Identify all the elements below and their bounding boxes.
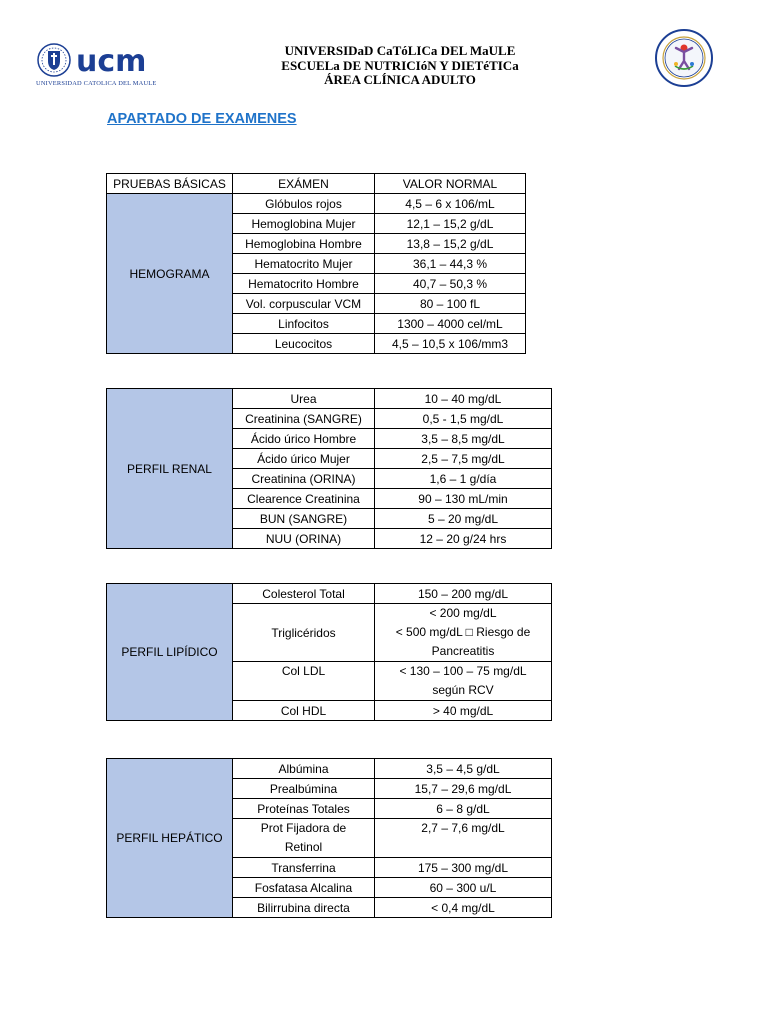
nutrition-seal-icon bbox=[654, 28, 714, 88]
value-cell: 4,5 – 6 x 106/mL bbox=[375, 194, 526, 214]
exam-cell: Triglicéridos bbox=[233, 604, 375, 662]
exam-cell: Prot Fijadora de Retinol bbox=[233, 819, 375, 858]
category-cell: PERFIL HEPÁTICO bbox=[107, 759, 233, 918]
exam-cell: Vol. corpuscular VCM bbox=[233, 294, 375, 314]
header-line-1: UNIVERSIDaD CaTóLICa DEL MaULE bbox=[284, 43, 516, 58]
exam-cell: Col LDL bbox=[233, 662, 375, 701]
value-cell: 5 – 20 mg/dL bbox=[375, 509, 552, 529]
value-cell: 1,6 – 1 g/día bbox=[375, 469, 552, 489]
value-cell: 36,1 – 44,3 % bbox=[375, 254, 526, 274]
exam-cell: Hemoglobina Mujer bbox=[233, 214, 375, 234]
table-row bbox=[107, 194, 526, 214]
exam-cell: Glóbulos rojos bbox=[233, 194, 375, 214]
category-cell: PERFIL RENAL bbox=[107, 389, 233, 549]
value-cell: 1300 – 4000 cel/mL bbox=[375, 314, 526, 334]
exam-cell: Clearence Creatinina bbox=[233, 489, 375, 509]
category-cell: PERFIL LIPÍDICO bbox=[107, 584, 233, 721]
value-cell: 10 – 40 mg/dL bbox=[375, 389, 552, 409]
exam-cell: Ácido úrico Mujer bbox=[233, 449, 375, 469]
exam-cell: Creatinina (SANGRE) bbox=[233, 409, 375, 429]
exam-cell: Col HDL bbox=[233, 701, 375, 721]
exam-cell: Hematocrito Mujer bbox=[233, 254, 375, 274]
exam-cell: Hematocrito Hombre bbox=[233, 274, 375, 294]
exam-cell: Ácido úrico Hombre bbox=[233, 429, 375, 449]
exam-cell: BUN (SANGRE) bbox=[233, 509, 375, 529]
exam-cell: Linfocitos bbox=[233, 314, 375, 334]
table-row bbox=[107, 389, 552, 409]
header-pruebas: PRUEBAS BÁSICAS bbox=[107, 174, 233, 194]
header-line-2: ESCUELa DE NUTRICIóN Y DIETéTICa bbox=[281, 57, 519, 73]
logo-subtitle: UNIVERSIDAD CATOLICA DEL MAULE bbox=[36, 80, 157, 87]
perfil-renal-table bbox=[106, 388, 552, 549]
value-cell: 12 – 20 g/24 hrs bbox=[375, 529, 552, 549]
exam-cell: NUU (ORINA) bbox=[233, 529, 375, 549]
exam-cell: Creatinina (ORINA) bbox=[233, 469, 375, 489]
table-row bbox=[107, 584, 552, 604]
value-cell: 13,8 – 15,2 g/dL bbox=[375, 234, 526, 254]
exam-cell: Hemoglobina Hombre bbox=[233, 234, 375, 254]
header-valor: VALOR NORMAL bbox=[375, 174, 526, 194]
value-cell: 6 – 8 g/dL bbox=[375, 799, 552, 819]
value-cell: 2,7 – 7,6 mg/dL bbox=[375, 819, 552, 858]
value-cell: 4,5 – 10,5 x 106/mm3 bbox=[375, 334, 526, 354]
exam-cell: Albúmina bbox=[233, 759, 375, 779]
value-cell: 12,1 – 15,2 g/dL bbox=[375, 214, 526, 234]
value-cell: 175 – 300 mg/dL bbox=[375, 858, 552, 878]
value-cell: 15,7 – 29,6 mg/dL bbox=[375, 779, 552, 799]
exam-cell: Fosfatasa Alcalina bbox=[233, 878, 375, 898]
value-cell: 0,5 - 1,5 mg/dL bbox=[375, 409, 552, 429]
ucm-wordmark: ucm bbox=[76, 44, 147, 79]
value-cell: 80 – 100 fL bbox=[375, 294, 526, 314]
ucm-logo bbox=[36, 40, 166, 90]
exam-cell: Proteínas Totales bbox=[233, 799, 375, 819]
hemograma-table bbox=[106, 173, 526, 354]
category-cell: HEMOGRAMA bbox=[107, 194, 233, 354]
table-row bbox=[107, 759, 552, 779]
section-title: APARTADO DE EXAMENES bbox=[107, 111, 297, 127]
value-cell: 60 – 300 u/L bbox=[375, 878, 552, 898]
exam-cell: Bilirrubina directa bbox=[233, 898, 375, 918]
value-cell: < 130 – 100 – 75 mg/dL según RCV bbox=[375, 662, 552, 701]
exam-cell: Urea bbox=[233, 389, 375, 409]
header-line-3: ÁREA CLÍNICA ADULTO bbox=[324, 72, 476, 87]
value-cell: 2,5 – 7,5 mg/dL bbox=[375, 449, 552, 469]
ucm-shield-icon bbox=[36, 40, 166, 80]
value-cell: 3,5 – 8,5 mg/dL bbox=[375, 429, 552, 449]
value-cell: > 40 mg/dL bbox=[375, 701, 552, 721]
perfil-lipidico-table bbox=[106, 583, 552, 721]
school-seal bbox=[654, 28, 714, 88]
exam-cell: Transferrina bbox=[233, 858, 375, 878]
value-cell: 40,7 – 50,3 % bbox=[375, 274, 526, 294]
exam-cell: Leucocitos bbox=[233, 334, 375, 354]
header-examen: EXÁMEN bbox=[233, 174, 375, 194]
table-header-row bbox=[107, 174, 526, 194]
perfil-hepatico-table bbox=[106, 758, 552, 918]
exam-cell: Prealbúmina bbox=[233, 779, 375, 799]
value-cell: 90 – 130 mL/min bbox=[375, 489, 552, 509]
value-cell: 3,5 – 4,5 g/dL bbox=[375, 759, 552, 779]
exam-cell: Colesterol Total bbox=[233, 584, 375, 604]
value-cell: < 200 mg/dL < 500 mg/dL □ Riesgo de Pancreatitis bbox=[375, 604, 552, 662]
institution-header bbox=[200, 44, 600, 88]
value-cell: < 0,4 mg/dL bbox=[375, 898, 552, 918]
value-cell: 150 – 200 mg/dL bbox=[375, 584, 552, 604]
